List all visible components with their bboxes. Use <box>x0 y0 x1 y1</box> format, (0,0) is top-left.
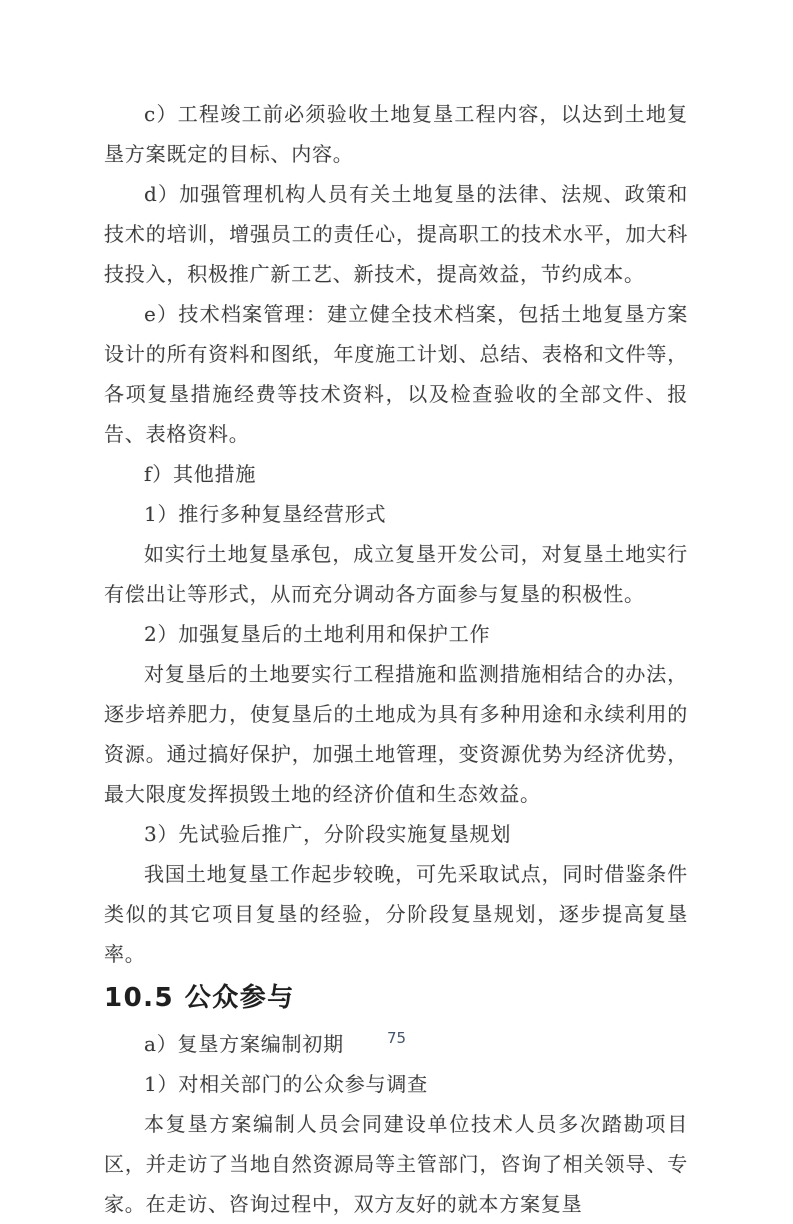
body-paragraph: 1）推行多种复垦经营形式 <box>144 502 387 526</box>
page-footer <box>0 1028 793 1047</box>
body-paragraph: 2）加强复垦后的土地利用和保护工作 <box>144 622 491 646</box>
body-paragraph: 3）先试验后推广，分阶段实施复垦规划 <box>144 822 512 846</box>
body-paragraph: 本复垦方案编制人员会同建设单位技术人员多次踏勘项目区，并走访了当地自然资源局等主管部门，咨询了相关领导、专家。在走访、咨询过程中，双方友好的就本方案复垦 <box>104 1112 688 1216</box>
body-paragraph: d）加强管理机构人员有关土地复垦的法律、法规、政策和技术的培训，增强员工的责任心，提高职工的技术水平，加大科技投入，积极推广新工艺、新技术，提高效益，节约成本。 <box>104 182 688 286</box>
body-paragraph: 如实行土地复垦承包，成立复垦开发公司，对复垦土地实行有偿出让等形式，从而充分调动各方面参与复垦的积极性。 <box>104 542 688 606</box>
body-paragraph: c）工程竣工前必须验收土地复垦工程内容，以达到土地复垦方案既定的目标、内容。 <box>104 102 688 166</box>
page-number: 75 <box>386 1029 407 1047</box>
body-paragraph: 对复垦后的土地要实行工程措施和监测措施相结合的办法，逐步培养肥力，使复垦后的土地成为具有多种用途和永续利用的资源。通过搞好保护，加强土地管理，变资源优势为经济优势，最大限度发挥损毁土地的经济价值和生态效益。 <box>104 662 688 806</box>
body-paragraph: a）复垦方案编制初期 <box>144 1032 344 1056</box>
body-paragraph: 1）对相关部门的公众参与调查 <box>144 1072 428 1096</box>
body-paragraph: f）其他措施 <box>144 462 257 486</box>
body-paragraph: e）技术档案管理：建立健全技术档案，包括土地复垦方案设计的所有资料和图纸，年度施工计划、总结、表格和文件等，各项复垦措施经费等技术资料，以及检查验收的全部文件、报告、表格资料。 <box>104 302 688 446</box>
body-paragraph: 我国土地复垦工作起步较晚，可先采取试点，同时借鉴条件类似的其它项目复垦的经验，分阶段复垦规划，逐步提高复垦率。 <box>104 862 688 966</box>
document-body <box>104 94 688 1224</box>
section-heading: 10.5 公众参与 <box>104 983 295 1013</box>
